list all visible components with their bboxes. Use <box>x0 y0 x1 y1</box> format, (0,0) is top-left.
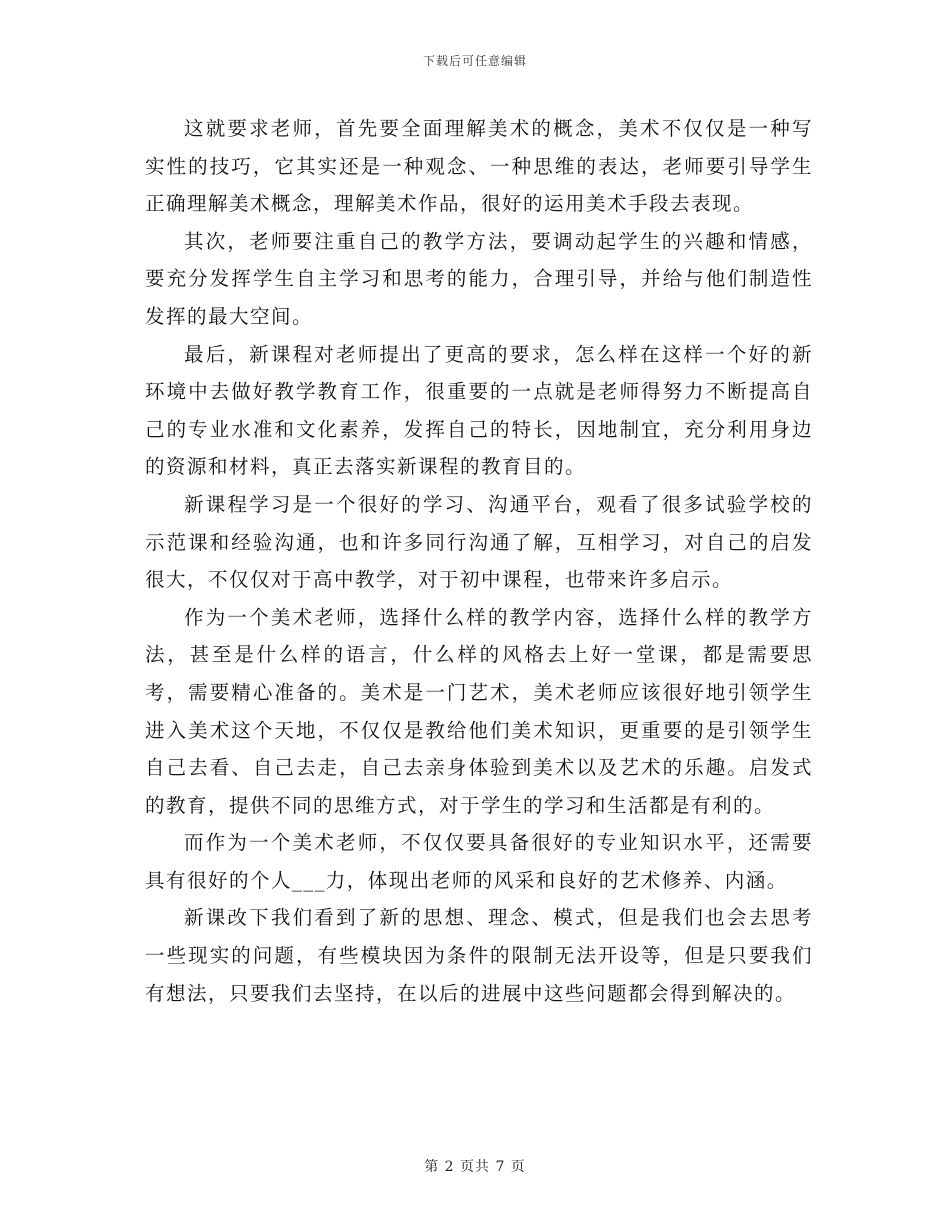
paragraph-1: 这就要求老师，首先要全面理解美术的概念，美术不仅仅是一种写实性的技巧，它其实还是一种观念、一种思维的表达，老师要引导学生正确理解美术概念，理解美术作品，很好的运用美术手段去表现。 <box>145 117 813 216</box>
paragraph-7: 新课改下我们看到了新的思想、理念、模式，但是我们也会去思考一些现实的问题，有些模块因为条件的限制无法开设等，但是只要我们有想法，只要我们去坚持，在以后的进展中这些问题都会得到解决的。 <box>145 906 813 1005</box>
document-body <box>145 110 813 1012</box>
page-header: 下载后可任意编辑 <box>422 54 527 68</box>
paragraph-4: 新课程学习是一个很好的学习、沟通平台，观看了很多试验学校的示范课和经验沟通，也和许多同行沟通了解，互相学习，对自己的启发很大，不仅仅对于高中教学，对于初中课程，也带来许多启示。 <box>145 492 813 592</box>
paragraph-5: 作为一个美术老师，选择什么样的教学内容，选择什么样的教学方法，甚至是什么样的语言，什么样的风格去上好一堂课，都是需要思考，需要精心准备的。美术是一门艺术，美术老师应该很好地引领学生进入美术这个天地，不仅仅是教给他们美术知识，更重要的是引领学生自己去看、自己去走，自己去亲身体验到美术以及艺术的乐趣。启发式的教育，提供不同的思维方式，对于学生的学习和生活都是有利的。 <box>145 605 813 817</box>
paragraph-2: 其次，老师要注重自己的教学方法，要调动起学生的兴趣和情感，要充分发挥学生自主学习和思考的能力，合理引导，并给与他们制造性发挥的最大空间。 <box>145 229 813 328</box>
paragraph-3: 最后，新课程对老师提出了更高的要求，怎么样在这样一个好的新环境中去做好教学教育工作，很重要的一点就是老师得努力不断提高自己的专业水准和文化素养，发挥自己的特长，因地制宜，充分利用身边的资源和材料，真正去落实新课程的教育目的。 <box>145 342 813 479</box>
page-footer: 第 2 页共 7 页 <box>424 1159 526 1175</box>
paragraph-6: 而作为一个美术老师，不仅仅要具备很好的专业知识水平，还需要具有很好的个人___力，体现出老师的风采和良好的艺术修养、内涵。 <box>145 831 813 892</box>
